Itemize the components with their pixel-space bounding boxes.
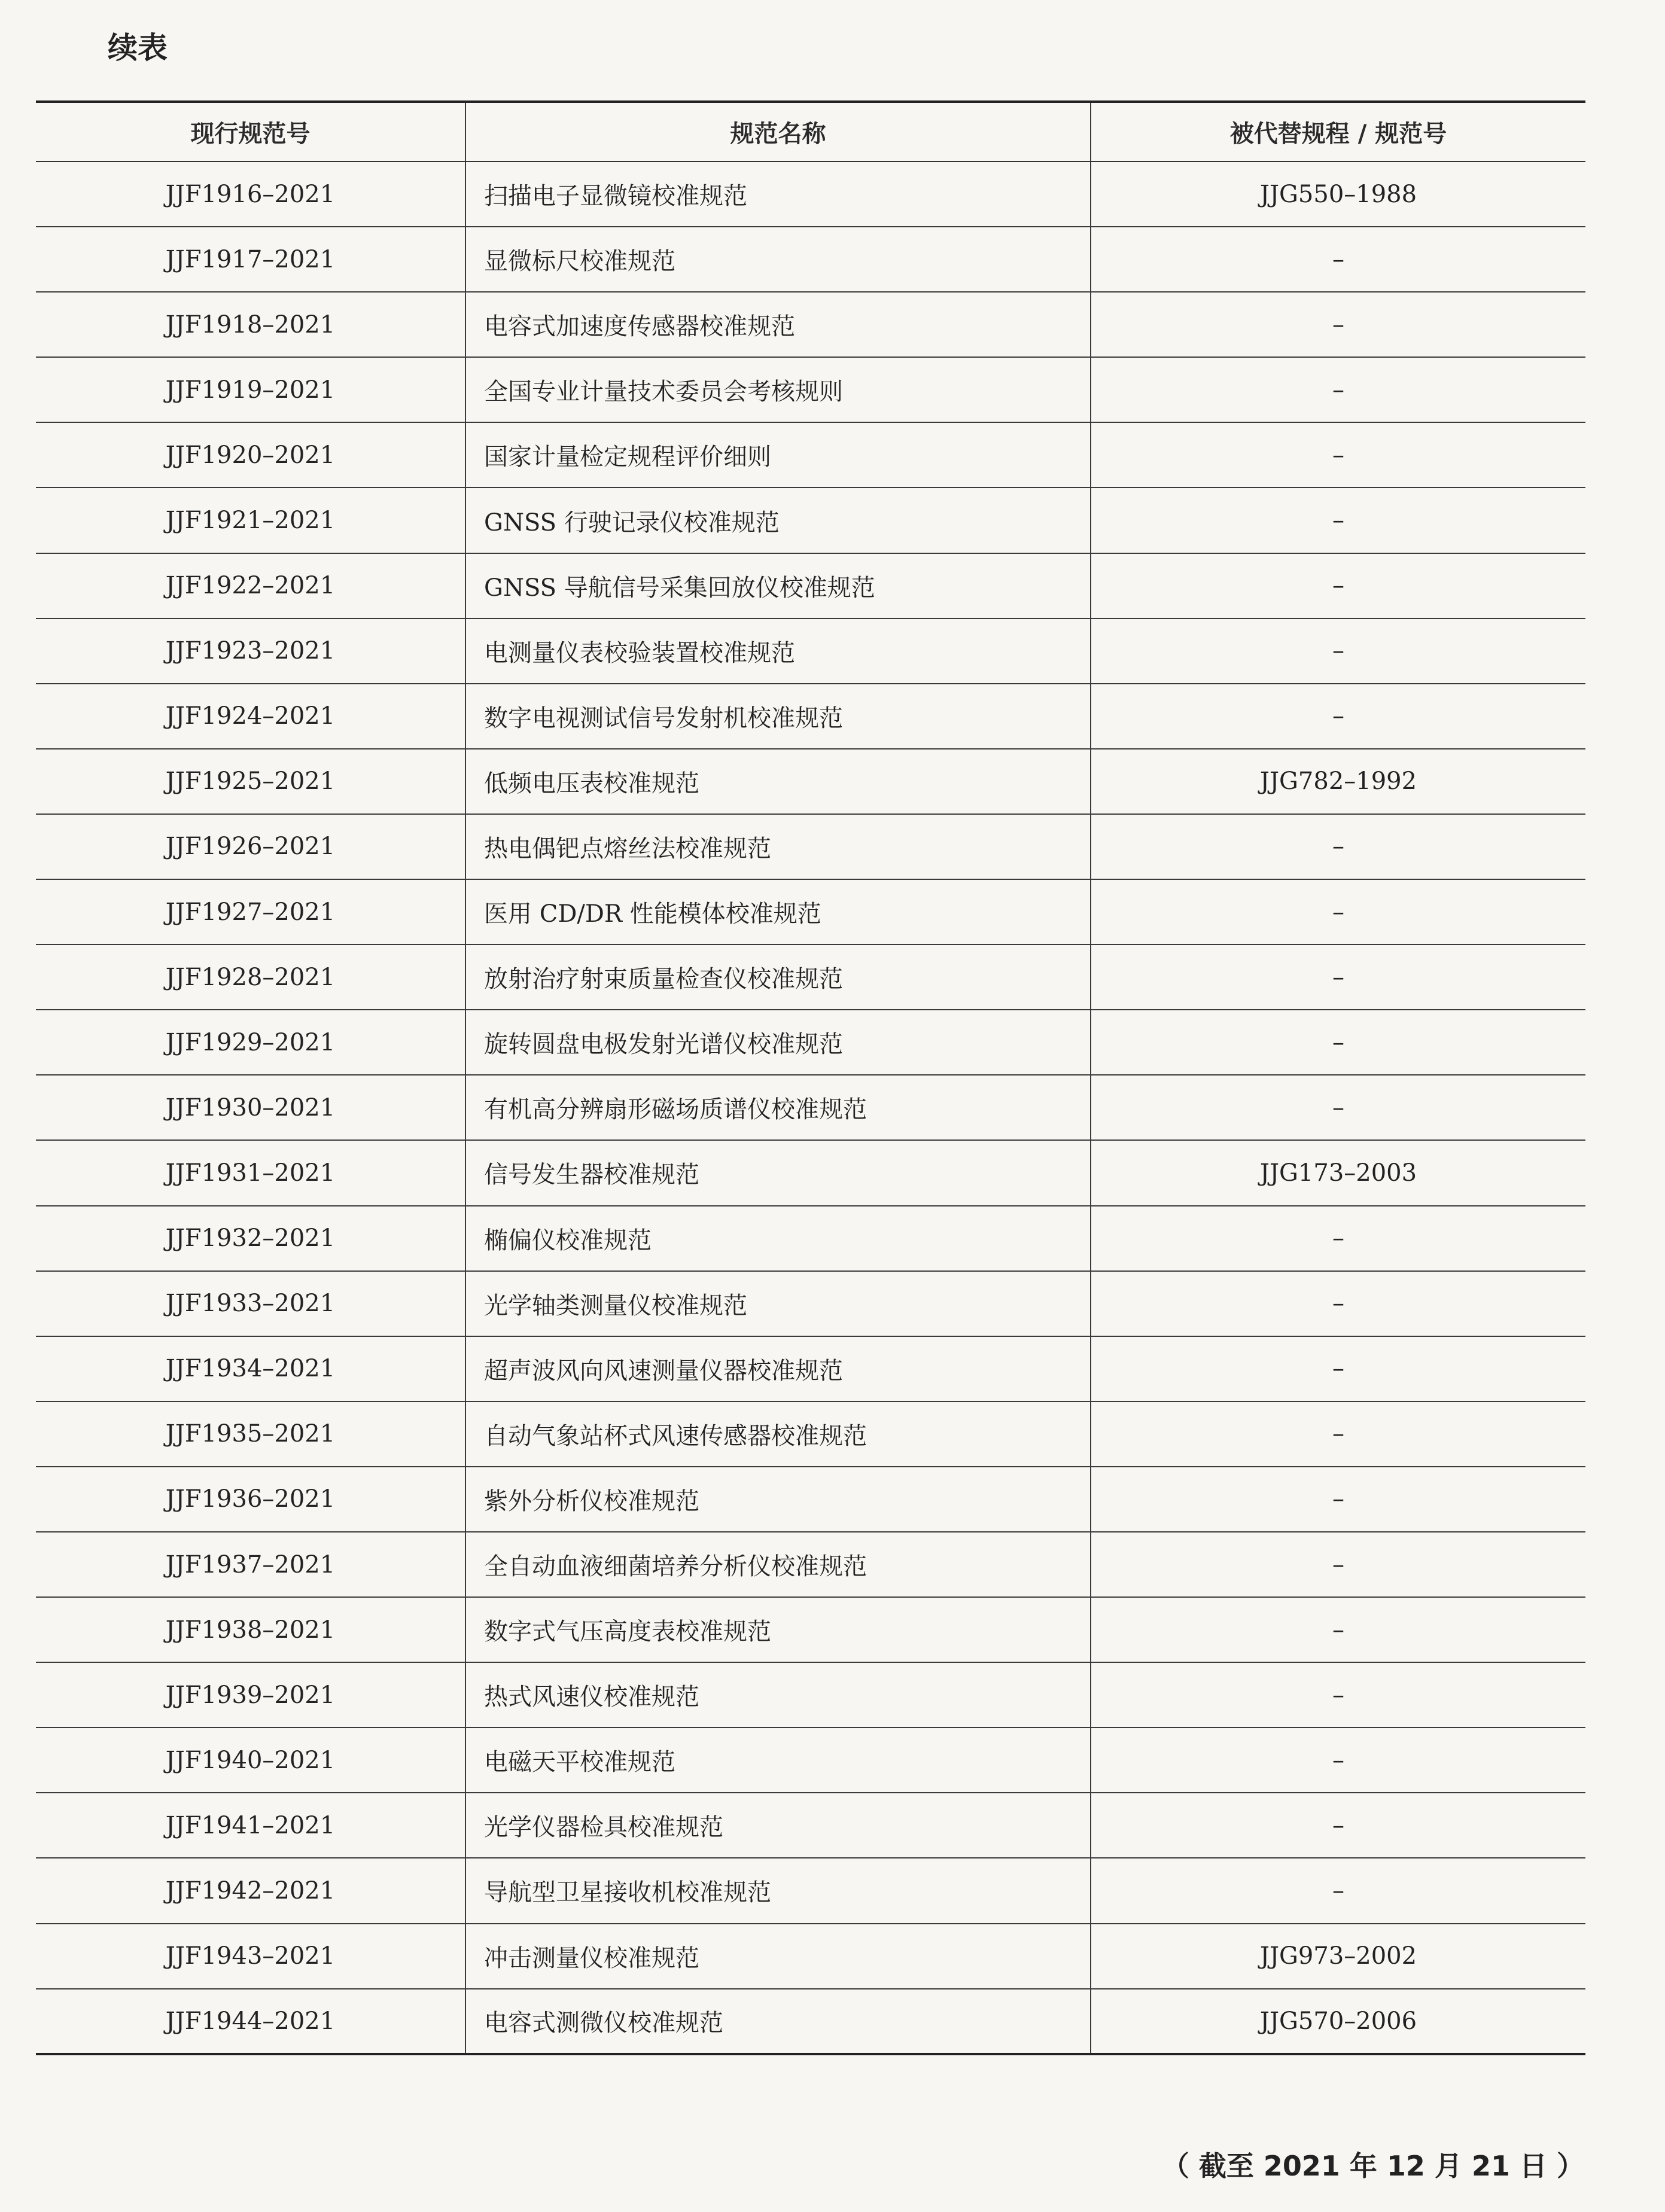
current-code-cell: JJF1943–2021 <box>36 1924 465 1989</box>
current-code-cell: JJF1925–2021 <box>36 749 465 814</box>
spec-name-cell: 放射治疗射束质量检查仪校准规范 <box>465 944 1091 1010</box>
current-code-cell: JJF1920–2021 <box>36 422 465 488</box>
spec-name-cell: 全国专业计量技术委员会考核规则 <box>465 357 1091 422</box>
current-code-cell: JJF1942–2021 <box>36 1858 465 1923</box>
spec-name-cell: 医用 CD/DR 性能模体校准规范 <box>465 879 1091 944</box>
table-row <box>36 684 1585 749</box>
table-row <box>36 1662 1585 1727</box>
spec-name-cell: 有机高分辨扇形磁场质谱仪校准规范 <box>465 1075 1091 1140</box>
spec-name-cell: 紫外分析仪校准规范 <box>465 1467 1091 1532</box>
replaced-code-cell: – <box>1091 1793 1585 1858</box>
table-row <box>36 814 1585 879</box>
replaced-code-cell: JJG782–1992 <box>1091 749 1585 814</box>
table-row <box>36 1793 1585 1858</box>
table-row <box>36 879 1585 944</box>
table-row <box>36 1989 1585 2054</box>
replaced-code-cell: – <box>1091 1271 1585 1336</box>
current-code-cell: JJF1931–2021 <box>36 1140 465 1205</box>
spec-name-cell: 低频电压表校准规范 <box>465 749 1091 814</box>
spec-name-cell: 全自动血液细菌培养分析仪校准规范 <box>465 1532 1091 1597</box>
table-row <box>36 749 1585 814</box>
spec-name-cell: 扫描电子显微镜校准规范 <box>465 162 1091 227</box>
current-code-cell: JJF1916–2021 <box>36 162 465 227</box>
table-row <box>36 227 1585 292</box>
current-code-cell: JJF1932–2021 <box>36 1206 465 1271</box>
header-replaced-code: 被代替规程 / 规范号 <box>1091 102 1585 162</box>
replaced-code-cell: – <box>1091 1597 1585 1662</box>
spec-name-cell: 旋转圆盘电极发射光谱仪校准规范 <box>465 1010 1091 1075</box>
spec-name-cell: 数字电视测试信号发射机校准规范 <box>465 684 1091 749</box>
spec-name-cell: 光学仪器检具校准规范 <box>465 1793 1091 1858</box>
replaced-code-cell: – <box>1091 422 1585 488</box>
spec-name-cell: 国家计量检定规程评价细则 <box>465 422 1091 488</box>
replaced-code-cell: – <box>1091 944 1585 1010</box>
header-current-code: 现行规范号 <box>36 102 465 162</box>
table-row <box>36 1140 1585 1205</box>
table-row <box>36 618 1585 684</box>
replaced-code-cell: – <box>1091 814 1585 879</box>
replaced-code-cell: – <box>1091 553 1585 618</box>
current-code-cell: JJF1937–2021 <box>36 1532 465 1597</box>
current-code-cell: JJF1936–2021 <box>36 1467 465 1532</box>
current-code-cell: JJF1935–2021 <box>36 1401 465 1467</box>
spec-name-cell: 热电偶钯点熔丝法校准规范 <box>465 814 1091 879</box>
spec-name-cell: 自动气象站杯式风速传感器校准规范 <box>465 1401 1091 1467</box>
cutoff-date-note: （ 截至 2021 年 12 月 21 日 ） <box>1161 2150 1584 2182</box>
spec-name-cell: 电磁天平校准规范 <box>465 1727 1091 1793</box>
spec-name-cell: 导航型卫星接收机校准规范 <box>465 1858 1091 1923</box>
table-row <box>36 1010 1585 1075</box>
spec-name-cell: 椭偏仪校准规范 <box>465 1206 1091 1271</box>
replaced-code-cell: – <box>1091 1075 1585 1140</box>
replaced-code-cell: JJG570–2006 <box>1091 1989 1585 2054</box>
table-row <box>36 162 1585 227</box>
spec-name-cell: GNSS 行驶记录仪校准规范 <box>465 488 1091 553</box>
replaced-code-cell: JJG973–2002 <box>1091 1924 1585 1989</box>
page-heading: 续表 <box>108 31 168 65</box>
spec-name-cell: 电测量仪表校验装置校准规范 <box>465 618 1091 684</box>
table-row <box>36 488 1585 553</box>
replaced-code-cell: – <box>1091 1662 1585 1727</box>
replaced-code-cell: – <box>1091 488 1585 553</box>
current-code-cell: JJF1941–2021 <box>36 1793 465 1858</box>
spec-name-cell: 超声波风向风速测量仪器校准规范 <box>465 1336 1091 1401</box>
spec-name-cell: 信号发生器校准规范 <box>465 1140 1091 1205</box>
header-spec-name: 规范名称 <box>465 102 1091 162</box>
table-row <box>36 1727 1585 1793</box>
table-row <box>36 553 1585 618</box>
current-code-cell: JJF1933–2021 <box>36 1271 465 1336</box>
table-row <box>36 1271 1585 1336</box>
replaced-code-cell: – <box>1091 1010 1585 1075</box>
table-row <box>36 292 1585 357</box>
replaced-code-cell: – <box>1091 1336 1585 1401</box>
current-code-cell: JJF1929–2021 <box>36 1010 465 1075</box>
table-row <box>36 1075 1585 1140</box>
replaced-code-cell: – <box>1091 292 1585 357</box>
table-row <box>36 422 1585 488</box>
spec-name-cell: 冲击测量仪校准规范 <box>465 1924 1091 1989</box>
spec-name-cell: 光学轴类测量仪校准规范 <box>465 1271 1091 1336</box>
current-code-cell: JJF1917–2021 <box>36 227 465 292</box>
replaced-code-cell: – <box>1091 227 1585 292</box>
replaced-code-cell: – <box>1091 879 1585 944</box>
table-row <box>36 1924 1585 1989</box>
current-code-cell: JJF1927–2021 <box>36 879 465 944</box>
current-code-cell: JJF1922–2021 <box>36 553 465 618</box>
replaced-code-cell: JJG173–2003 <box>1091 1140 1585 1205</box>
replaced-code-cell: JJG550–1988 <box>1091 162 1585 227</box>
replaced-code-cell: – <box>1091 684 1585 749</box>
current-code-cell: JJF1918–2021 <box>36 292 465 357</box>
table-row <box>36 357 1585 422</box>
current-code-cell: JJF1939–2021 <box>36 1662 465 1727</box>
header-row <box>36 102 1585 162</box>
spec-name-cell: GNSS 导航信号采集回放仪校准规范 <box>465 553 1091 618</box>
table-row <box>36 1206 1585 1271</box>
replaced-code-cell: – <box>1091 1858 1585 1923</box>
table-body <box>36 162 1585 2054</box>
replaced-code-cell: – <box>1091 1532 1585 1597</box>
current-code-cell: JJF1928–2021 <box>36 944 465 1010</box>
current-code-cell: JJF1919–2021 <box>36 357 465 422</box>
spec-name-cell: 数字式气压高度表校准规范 <box>465 1597 1091 1662</box>
current-code-cell: JJF1924–2021 <box>36 684 465 749</box>
replaced-code-cell: – <box>1091 357 1585 422</box>
current-code-cell: JJF1934–2021 <box>36 1336 465 1401</box>
table-row <box>36 944 1585 1010</box>
current-code-cell: JJF1921–2021 <box>36 488 465 553</box>
current-code-cell: JJF1930–2021 <box>36 1075 465 1140</box>
table-row <box>36 1858 1585 1923</box>
current-code-cell: JJF1923–2021 <box>36 618 465 684</box>
table-header <box>36 102 1585 162</box>
spec-table <box>36 100 1585 2055</box>
table-row <box>36 1467 1585 1532</box>
current-code-cell: JJF1938–2021 <box>36 1597 465 1662</box>
replaced-code-cell: – <box>1091 1467 1585 1532</box>
table-row <box>36 1532 1585 1597</box>
current-code-cell: JJF1944–2021 <box>36 1989 465 2054</box>
spec-name-cell: 电容式测微仪校准规范 <box>465 1989 1091 2054</box>
replaced-code-cell: – <box>1091 618 1585 684</box>
replaced-code-cell: – <box>1091 1401 1585 1467</box>
replaced-code-cell: – <box>1091 1727 1585 1793</box>
spec-name-cell: 热式风速仪校准规范 <box>465 1662 1091 1727</box>
table-row <box>36 1401 1585 1467</box>
spec-name-cell: 电容式加速度传感器校准规范 <box>465 292 1091 357</box>
spec-name-cell: 显微标尺校准规范 <box>465 227 1091 292</box>
replaced-code-cell: – <box>1091 1206 1585 1271</box>
current-code-cell: JJF1940–2021 <box>36 1727 465 1793</box>
table-row <box>36 1336 1585 1401</box>
current-code-cell: JJF1926–2021 <box>36 814 465 879</box>
table-row <box>36 1597 1585 1662</box>
